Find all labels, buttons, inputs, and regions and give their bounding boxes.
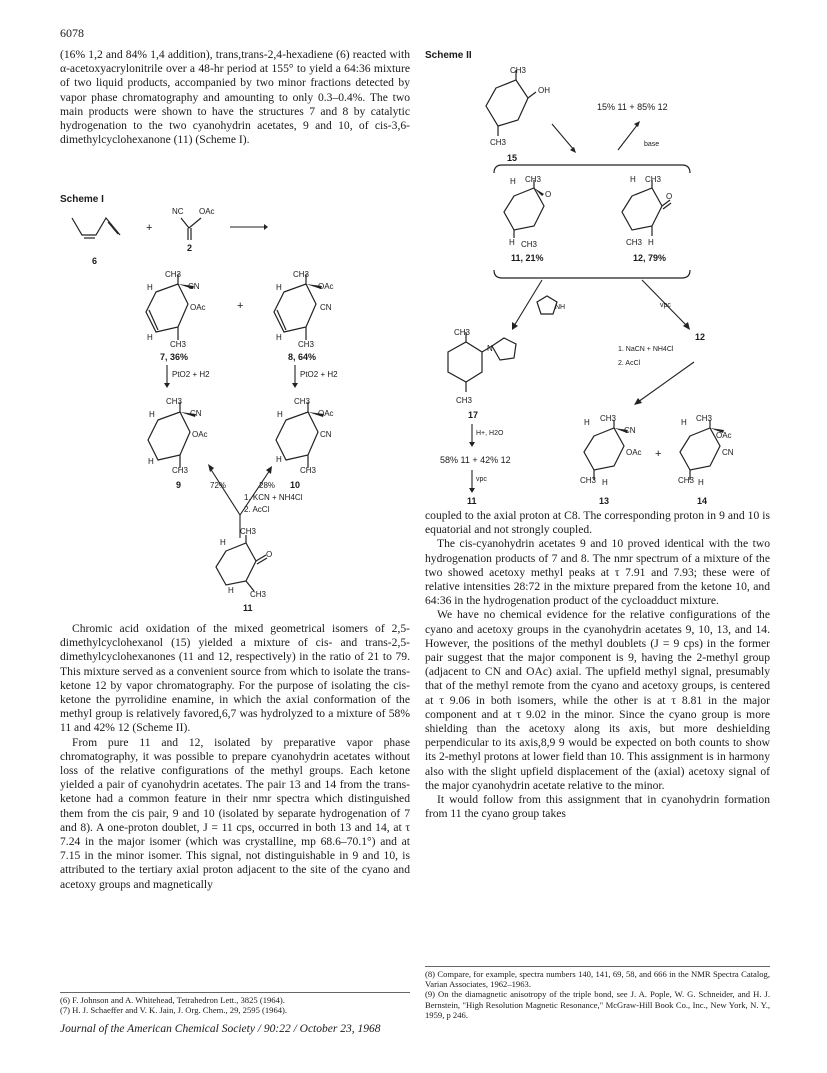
c9-h-left: H: [149, 410, 155, 419]
left-footnotes: [60, 992, 410, 1015]
reagent-2-nc: NC: [172, 207, 184, 216]
compound-15-structure: [476, 70, 546, 150]
reagent-kcn: 1. KCN + NH4Cl: [244, 493, 303, 502]
c11-h-bottom: H: [228, 586, 234, 595]
c8-ch3-top: CH3: [293, 270, 310, 279]
c17-ch3-bottom: CH3: [456, 396, 473, 405]
hydrogenation-reagent-8: PtO2 + H2: [300, 370, 338, 379]
c13-oac: OAc: [626, 448, 642, 457]
paragraph-assignment: It would follow from this assignment that in cyanohydrin formation from 11 the cyano group takes: [425, 793, 770, 821]
c17-n: N: [487, 344, 493, 353]
c10-oac: OAc: [318, 409, 334, 418]
s2-compound-12-label: 12, 79%: [633, 253, 667, 263]
compound-6-structure: [70, 210, 130, 255]
reaction-arrow-1: [228, 222, 268, 232]
s2-compound-11b-label: 11: [467, 496, 477, 506]
percent-9: 72%: [210, 481, 227, 490]
pyrrolidine-nh: NH: [555, 304, 566, 311]
paragraph-coupled: coupled to the axial proton at C8. The corresponding proton in 9 and 10 is equatorial and not strongly coupled.: [425, 509, 770, 537]
c10-h-left: H: [277, 410, 283, 419]
s2-c11-ch3: CH3: [525, 175, 542, 184]
plus-sign-2: +: [237, 300, 244, 312]
c13-cn: CN: [624, 426, 636, 435]
compound-7-label: 7, 36%: [160, 352, 189, 362]
compound-2-label: 2: [187, 243, 193, 253]
s2-c12-o: O: [666, 192, 673, 201]
footnote-6: (6) F. Johnson and A. Whitehead, Tetrahedron Lett., 3825 (1964).: [60, 995, 285, 1005]
c13-h: H: [584, 418, 590, 427]
compound-2-structure: [175, 216, 215, 240]
s2-c12-h: H: [630, 175, 636, 184]
c15-oh: OH: [538, 86, 550, 95]
c7-ch3-top: CH3: [165, 270, 182, 279]
c10-ch3-top: CH3: [294, 397, 311, 406]
paragraph-cis-acetates: The cis-cyanohydrin acetates 9 and 10 proved identical with the two hydrogenation products of 7 and 8. The nmr spectrum of a mixture of the two showed acetoxy methyl peaks at τ 7.91 and 7.93; these were of relative intensities 28:72 in the mixture prepared from the ketone 10, and 64:36 in the hydrogenation product of the cycloadduct mixture.: [425, 537, 770, 608]
footnote-9: (9) On the diamagnetic anisotropy of the triple bond, see J. A. Pople, W. G. Schneider, and H. J. Bernstein, "High Resolution Magnetic Resonance," McGraw-Hill Book Co., Inc., New York, N. Y., 1959, p 246.: [425, 989, 770, 1020]
percent-10: 28%: [259, 481, 276, 490]
c7-h-bottom: H: [147, 333, 153, 342]
journal-footer: Journal of the American Chemical Society / 90:22 / October 23, 1968: [60, 1023, 381, 1035]
paragraph-cyanohydrin: From pure 11 and 12, isolated by preparative vapor phase chromatography, it was possible to prepare cyanohydrin acetates without loss of the relative configurations of the methyl groups. Each ketone yielded a pair of cyanohydrin acetates. The pair 13 and 14 from the trans-ketone had a common feature in their nmr spectra which distinguished them from the cis pair, 9 and 10 (isolated by separate hydrogenation of 7 and 8). A one-proton doublet, J = 11 cps, occurred in both 13 and 14, at τ 7.24 in the major isomer (which was crystalline, mp 68.6–70.1°) and at 7.15 in the minor isomer. This signal, not distinguishable in 9 and 10, is attributed to the tertiary axial proton adjacent to the site of the cyano and acetoxy groups and magnetically: [60, 735, 410, 891]
c8-cn: CN: [320, 303, 332, 312]
c9-h-bottom: H: [148, 457, 154, 466]
left-column-body: [60, 622, 410, 892]
c9-oac: OAc: [192, 430, 208, 439]
compound-17-structure: [440, 330, 540, 405]
cyanohydrin-arrow-12: [620, 360, 700, 410]
s2-c11-ch3-bottom: CH3: [521, 240, 538, 249]
c10-cn: CN: [320, 430, 332, 439]
hydrogenation-reagent-7: PtO2 + H2: [172, 370, 210, 379]
compound-14-label: 14: [697, 496, 708, 506]
hydrogenation-arrow-7: [162, 365, 172, 389]
c8-h-left: H: [276, 283, 282, 292]
paragraph-oxidation: Chromic acid oxidation of the mixed geometrical isomers of 2,5-dimethylcyclohexanol (15) yielded a mixture of cis- and trans-2,5-dimethylcyclohexanones (11 and 12, respectively) in the ratio of 21 to 79. This mixture served as a convenient source from which to isolate the trans-ketone 12 by vapor chromatography. For the purpose of isolating the cis-ketone the pyrrolidine enamine, in which the axial conformation of the methyl group is relatively favored,6,7 was hydrolyzed to a mixture of 58% 11 and 42% 12 (Scheme II).: [60, 622, 410, 735]
vpc-reagent-2: vpc: [476, 476, 487, 483]
right-column-body: [425, 509, 770, 821]
compound-17-label: 17: [468, 410, 479, 420]
base-reagent: base: [644, 141, 660, 148]
reagent-accl-2: 2. AcCl: [618, 360, 641, 367]
s2-c12-ch3-bottom: CH3: [626, 238, 643, 247]
c13-ch3-bottom: CH3: [580, 476, 597, 485]
plus-sign-3: +: [655, 448, 662, 460]
c11-ch3-top: CH3: [240, 527, 257, 536]
c11-h-left: H: [220, 538, 226, 547]
reagent-nacn: 1. NaCN + NH4Cl: [618, 346, 674, 353]
compound-15-label: 15: [507, 153, 518, 163]
equilibrium-bracket: [492, 162, 692, 174]
c10-h-bottom: H: [276, 455, 282, 464]
scheme2-top-arrows: [548, 120, 668, 160]
footnote-8: (8) Compare, for example, spectra numbers 140, 141, 69, 58, and 666 in the NMR Spectra Catalog, Varian Associates, 1962–1963.: [425, 969, 770, 990]
reagent-2-oac: OAc: [199, 207, 215, 216]
reagent-accl-1: 2. AcCl: [244, 505, 270, 514]
compound-13-label: 13: [599, 496, 610, 506]
c15-ch3-bottom: CH3: [490, 138, 507, 147]
c7-oac: OAc: [190, 303, 206, 312]
s2-c12-ch3: CH3: [645, 175, 662, 184]
c11-ch3-bottom: CH3: [250, 590, 267, 599]
c9-ch3-top: CH3: [166, 397, 183, 406]
compound-9-label: 9: [176, 480, 182, 490]
compound-10-label: 10: [290, 480, 301, 490]
intro-paragraph: (16% 1,2 and 84% 1,4 addition), trans,trans-2,4-hexadiene (6) reacted with α-acetoxyacrylonitrile over a 48-hr period at 155° to yield a 64:36 mixture of two liquid products, accompanied by two minor fractions detected by vapor phase chromatography and amounting to only 0.3–0.4%. The two main products were shown to have the structures 7 and 8 by catalytic hydrogenation to the two cyanohydrin acetates, 9 and 10, of cis-3,6-dimethylcyclohexanone (11) (Scheme I).: [60, 48, 410, 147]
c7-cn: CN: [188, 282, 200, 291]
scheme1-title: Scheme I: [60, 194, 104, 205]
c14-h-bottom: H: [698, 478, 704, 487]
c8-ch3-bottom: CH3: [298, 340, 315, 349]
s2-c11-h-bottom: H: [509, 238, 515, 247]
footnote-7: (7) H. J. Schaeffer and V. K. Jain, J. Org. Chem., 29, 2595 (1964).: [60, 1005, 288, 1016]
hydrogenation-arrow-8: [290, 365, 300, 389]
page-number: 6078: [60, 26, 84, 40]
scheme2-title: Scheme II: [425, 50, 472, 61]
s2-c11-h: H: [510, 177, 516, 186]
c8-oac: OAc: [318, 282, 334, 291]
plus-sign-1: +: [146, 222, 153, 234]
c10-ch3-bottom: CH3: [300, 466, 317, 475]
compound-6-label: 6: [92, 256, 98, 266]
hydrolysis-mixture: 58% 11 + 42% 12: [440, 455, 511, 465]
c14-ch3-bottom: CH3: [678, 476, 695, 485]
compound-8-label: 8, 64%: [288, 352, 317, 362]
c14-ch3: CH3: [696, 414, 713, 423]
c15-ch3-top: CH3: [510, 66, 527, 75]
c17-ch3-top: CH3: [454, 328, 471, 337]
c13-h-bottom: H: [602, 478, 608, 487]
compound-11-label: 11: [243, 603, 253, 613]
c14-oac: OAc: [716, 431, 732, 440]
c7-ch3-bottom: CH3: [170, 340, 187, 349]
hydrolysis-reagent: H+, H2O: [476, 430, 504, 437]
vpc-reagent-1: vpc: [660, 302, 671, 309]
c14-h: H: [681, 418, 687, 427]
c13-ch3: CH3: [600, 414, 617, 423]
s2-compound-11-label: 11, 21%: [511, 253, 544, 263]
s2-compound-12b-label: 12: [695, 332, 706, 342]
equilibrium-mixture: 15% 11 + 85% 12: [597, 102, 668, 112]
s2-c11-o: O: [545, 190, 552, 199]
c11-o: O: [266, 550, 273, 559]
right-footnotes: [425, 966, 770, 1020]
c9-cn: CN: [190, 409, 202, 418]
c9-ch3-bottom: CH3: [172, 466, 189, 475]
c14-cn: CN: [722, 448, 734, 457]
left-column-intro: [60, 48, 410, 147]
s2-c12-h-bottom: H: [648, 238, 654, 247]
paragraph-configuration: We have no chemical evidence for the relative configurations of the cyano and acetoxy groups in the cyanohydrin acetates 9, 10, 13, and 14. However, the positions of the methyl doublets (J = 9 cps) in the former pair suggest that the major component is 9, having the 2-methyl group (adjacent to CN and OAc) axial. The upfield methyl signal, presumably that of the methyl remote from the cyano and acetoxy groups, is centered at τ 9.06 in both isomers, while the other is at τ 8.81 in the major component and at τ 9.02 in the minor. Since the cyano group is more shielding than the acetoxy along its axis, but more deshielding perpendicular to its axis,8,9 9 would be expected on both counts to show its 2-methyl protons at lower field than 10. This assignment is in harmony also with the slight upfield displacement of the (axial) acetoxy signal of the major cyanohydrin acetate relative to the minor.: [425, 608, 770, 792]
c8-h-bottom: H: [276, 333, 282, 342]
c7-h-left: H: [147, 283, 153, 292]
